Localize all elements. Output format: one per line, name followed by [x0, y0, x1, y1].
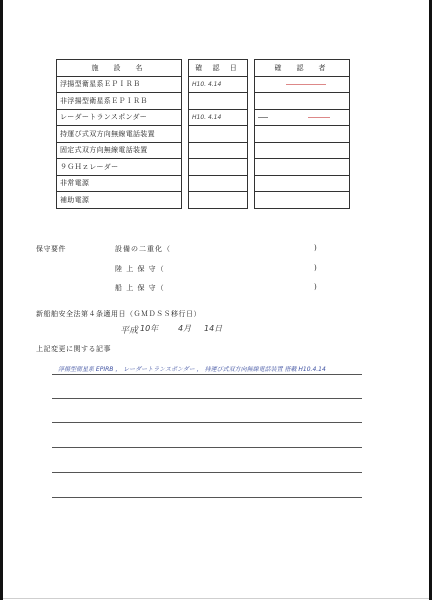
table-row: [57, 192, 350, 209]
row-date: [189, 159, 248, 176]
changes-handwritten-note: 浮揚型衛星系 EPIRB ， レーダートランスポンダー ， 持運び式双方向無線電話装置 搭載 H10.4.14: [58, 366, 326, 373]
row-date: [189, 126, 248, 143]
row-name: 浮揚型衛星系ＥＰＩＲＢ: [57, 76, 182, 93]
maintenance-close-3: ): [314, 283, 317, 291]
table-row: [57, 175, 350, 192]
table-row: [57, 142, 350, 159]
header-facility-name: 施 設 名: [57, 60, 182, 77]
maintenance-label: 保守要件: [36, 245, 66, 253]
changes-label: 上記変更に関する記事: [36, 345, 111, 353]
row-checker: [255, 192, 350, 209]
row-checker: [255, 93, 350, 110]
maintenance-item-onboard: 船 上 保 守（: [115, 284, 165, 292]
row-name: レーダートランスポンダー: [57, 109, 182, 126]
row-checker: [255, 126, 350, 143]
table-header-row: [57, 60, 350, 77]
row-date: H10. 4.14: [189, 109, 248, 126]
row-checker: [255, 159, 350, 176]
left-scan-edge: [0, 0, 3, 600]
table-row: [57, 76, 350, 93]
table-row: [57, 109, 350, 126]
maintenance-item-redundancy: 設備の二重化（: [115, 245, 171, 253]
row-name: 持運び式双方向無線電話装置: [57, 126, 182, 143]
row-name: 補助電源: [57, 192, 182, 209]
row-date: [189, 175, 248, 192]
maintenance-close-2: ): [314, 264, 317, 272]
row-name: 固定式双方向無線電話装置: [57, 142, 182, 159]
header-checker: 確 認 者: [255, 60, 350, 77]
equipment-table: [56, 59, 350, 209]
row-name: 非浮揚型衛星系ＥＰＩＲＢ: [57, 93, 182, 110]
row-date: [189, 192, 248, 209]
row-checker: [255, 142, 350, 159]
table-row: [57, 126, 350, 143]
note-line-2: [52, 398, 362, 399]
note-line-5: [52, 472, 362, 473]
header-check-date: 確 認 日: [189, 60, 248, 77]
maintenance-close-1: ): [314, 244, 317, 252]
row-checker: [255, 175, 350, 192]
row-date: H10. 4.14: [189, 76, 248, 93]
note-line-1: [52, 374, 362, 375]
row-checker: [255, 76, 350, 93]
row-name: 非常電源: [57, 175, 182, 192]
note-line-6: [52, 497, 362, 498]
applied-day: 14日: [204, 324, 223, 333]
maintenance-item-shore: 陸 上 保 守（: [115, 265, 165, 273]
applied-year: 10年: [140, 324, 159, 333]
table-row: [57, 159, 350, 176]
applied-era: 平成: [120, 326, 139, 336]
applied-month: 4月: [178, 324, 192, 333]
row-checker: [255, 109, 350, 126]
table-row: [57, 93, 350, 110]
applied-date-label: 新船舶安全法第４条適用日（ＧＭＤＳＳ移行日）: [36, 310, 201, 318]
note-line-4: [52, 447, 362, 448]
row-date: [189, 142, 248, 159]
note-line-3: [52, 422, 362, 423]
row-date: [189, 93, 248, 110]
row-name: ９ＧＨｚレーダー: [57, 159, 182, 176]
